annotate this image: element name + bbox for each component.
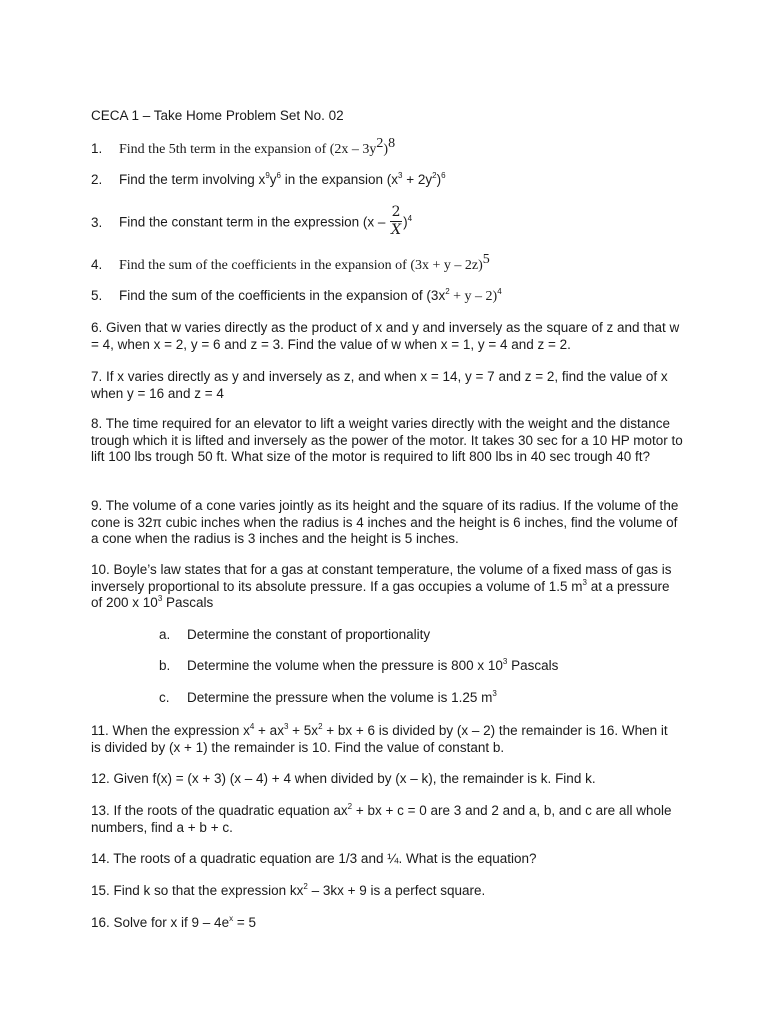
problem-14: 14. The roots of a quadratic equation are 1/3 and ¼. What is the equation? [91, 851, 537, 866]
problem-11: 11. When the expression $x^4 + ax^3 + 5x^2$ + bx + 6 is divided by (x – 2) the remainder is 16. When it is divided by (x + 1) the remainder is 10. Find the value of constant b. [91, 722, 668, 755]
subitem-letter: c. [159, 690, 170, 705]
problem-1: 1. Find the 5th term in the expansion of $(2x - 3y^2)^8$ [91, 136, 396, 157]
problem-10b: b. Determine the volume when the pressure is 800 x $10^3$ Pascals [159, 657, 559, 673]
problem-number: 5. [91, 288, 103, 303]
problem-number: 1. [91, 141, 103, 156]
document-title: CECA 1 – Take Home Problem Set No. 02 [91, 108, 344, 123]
problem-7: 7. If x varies directly as y and inversely as z, and when x = 14, y = 7 and z = 2, find the value of x when y = 16 and z = 4 [91, 369, 668, 401]
problem-10: 10. Boyle’s law states that for a gas at constant temperature, the volume of a fixed mass of gas is inversely proportional to its absolute pressure. If a gas occupies a volume of 1.5 $m^3$ at a pressure of 200 x $10^3$ Pascals [91, 562, 672, 610]
problem-number: 3. [91, 214, 103, 230]
problem-4: 4. Find the sum of the coefficients in the expansion of $(3x + y - 2z)^5$ [91, 252, 490, 273]
problem-3: 3. Find the constant term in the expression (x – $\frac{2}{X}$ )$^4$ [91, 204, 413, 238]
problem-6: 6. Given that w varies directly as the product of x and y and inversely as the square of z and that w = 4, when x = 2, y = 6 and z = 3. Find the value of w when x = 1, y = 4 and z = 2. [91, 320, 680, 352]
problem-12: 12. Given f(x) = (x + 3) (x – 4) + 4 when divided by (x – k), the remainder is k. Find k. [91, 771, 596, 786]
problem-9: 9. The volume of a cone varies jointly as its height and the square of its radius. If the volume of the cone is 32π cubic inches when the radius is 4 inches and the height is 6 inches, find the volume of a cone when the radius is 3 inches and the height is 5 inches. [91, 498, 679, 546]
problem-8: 8. The time required for an elevator to lift a weight varies directly with the weight and the distance trough which it is lifted and inversely as the power of the motor. It takes 30 sec for a 10 HP motor to lift 100 lbs trough 50 ft. What size of the motor is required to lift 800 lbs in 40 sec trough 40 ft? [91, 416, 683, 464]
problem-2: 2. Find the term involving $x^9y^6$ in the expansion $(x^3 + 2y^2)^6$ [91, 171, 446, 187]
subitem-letter: b. [159, 658, 171, 673]
fraction: $\frac{2}{X}$ [391, 204, 402, 238]
problem-16: 16. Solve for x if $9 - 4e^x = 5$ [91, 914, 256, 930]
subitem-letter: a. [159, 627, 171, 642]
problem-10c: c. Determine the pressure when the volume is 1.25 $m^3$ [159, 689, 497, 705]
problem-5: 5. Find the sum of the coefficients in the expansion of $(3x^2 + y - 2)^4$ [91, 287, 502, 304]
problem-13: 13. If the roots of the quadratic equation $ax^2$ + bx + c = 0 are 3 and 2 and a, b, and c are all whole numbers, find a + b + c. [91, 802, 672, 835]
problem-10a: a. Determine the constant of proportionality [159, 627, 431, 642]
problem-number: 4. [91, 257, 103, 272]
problem-number: 2. [91, 172, 103, 187]
problem-15: 15. Find k so that the expression $kx^2 - 3kx + 9$ is a perfect square. [91, 882, 486, 898]
